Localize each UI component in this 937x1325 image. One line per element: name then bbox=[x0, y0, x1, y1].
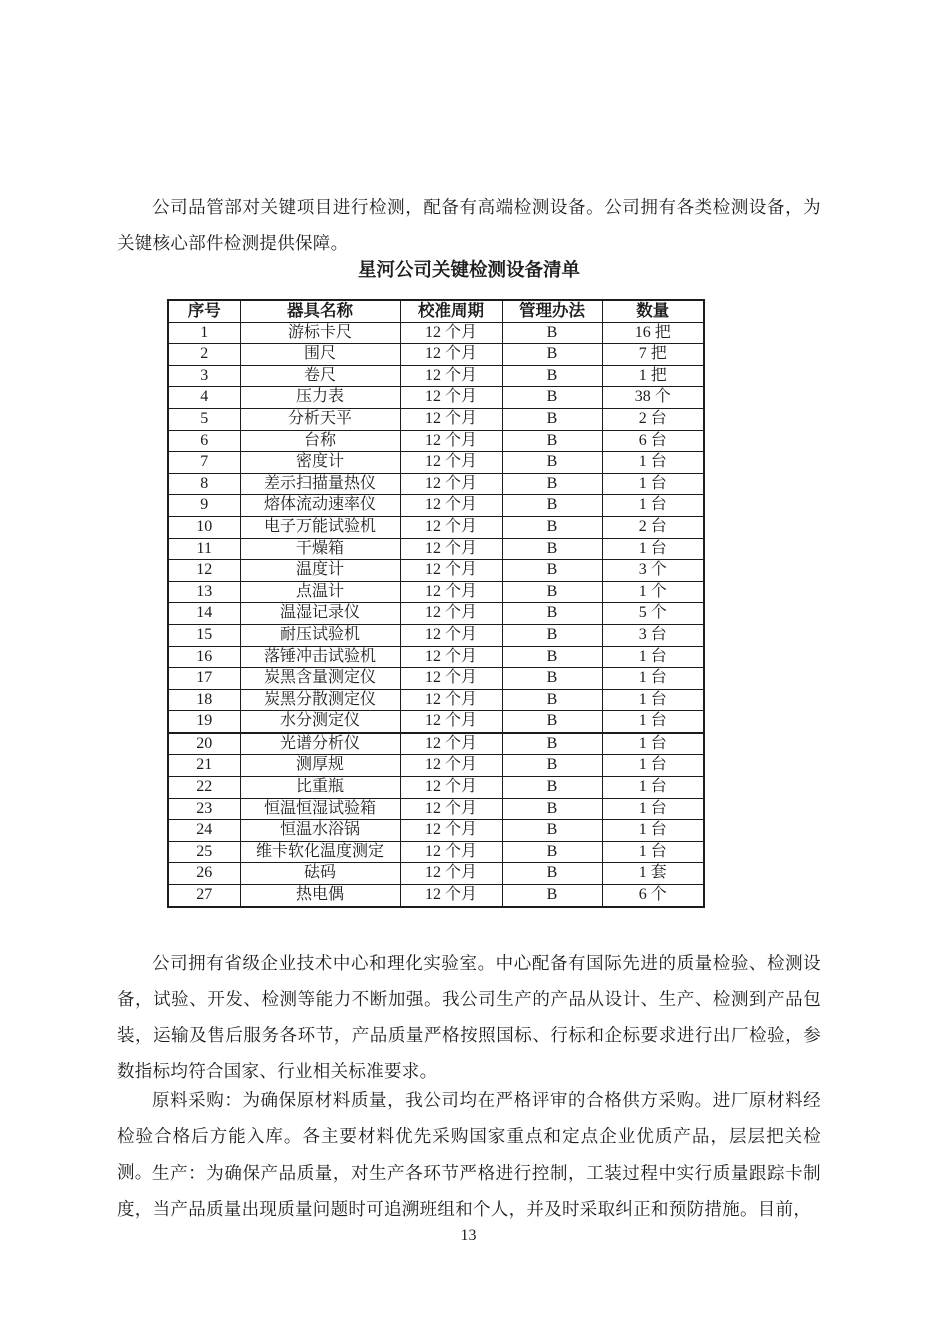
cell-period: 12 个月 bbox=[400, 452, 502, 474]
cell-index: 1 bbox=[168, 322, 240, 344]
cell-name: 恒温恒湿试验箱 bbox=[240, 798, 400, 820]
cell-period: 12 个月 bbox=[400, 668, 502, 690]
cell-index: 2 bbox=[168, 344, 240, 366]
cell-name: 干燥箱 bbox=[240, 538, 400, 560]
cell-name: 恒温水浴锅 bbox=[240, 820, 400, 842]
table-row bbox=[168, 495, 704, 517]
cell-name: 测厚规 bbox=[240, 755, 400, 777]
table-row bbox=[168, 711, 704, 733]
table-row bbox=[168, 798, 704, 820]
cell-method: B bbox=[502, 777, 602, 799]
cell-quantity: 6 台 bbox=[602, 430, 704, 452]
cell-quantity: 3 台 bbox=[602, 624, 704, 646]
cell-index: 3 bbox=[168, 365, 240, 387]
table-row bbox=[168, 820, 704, 842]
header-cell-index: 序号 bbox=[168, 300, 240, 322]
cell-period: 12 个月 bbox=[400, 495, 502, 517]
cell-period: 12 个月 bbox=[400, 646, 502, 668]
cell-period: 12 个月 bbox=[400, 344, 502, 366]
table-row bbox=[168, 408, 704, 430]
cell-index: 10 bbox=[168, 516, 240, 538]
table-row bbox=[168, 603, 704, 625]
cell-index: 16 bbox=[168, 646, 240, 668]
table-row bbox=[168, 473, 704, 495]
cell-index: 27 bbox=[168, 885, 240, 907]
cell-quantity: 1 台 bbox=[602, 473, 704, 495]
cell-name: 热电偶 bbox=[240, 885, 400, 907]
cell-method: B bbox=[502, 495, 602, 517]
cell-method: B bbox=[502, 408, 602, 430]
header-cell-period: 校准周期 bbox=[400, 300, 502, 322]
cell-method: B bbox=[502, 581, 602, 603]
cell-period: 12 个月 bbox=[400, 689, 502, 711]
cell-method: B bbox=[502, 387, 602, 409]
cell-name: 压力表 bbox=[240, 387, 400, 409]
cell-name: 围尺 bbox=[240, 344, 400, 366]
cell-quantity: 1 把 bbox=[602, 365, 704, 387]
cell-index: 14 bbox=[168, 603, 240, 625]
cell-period: 12 个月 bbox=[400, 603, 502, 625]
cell-method: B bbox=[502, 365, 602, 387]
cell-method: B bbox=[502, 344, 602, 366]
cell-quantity: 1 台 bbox=[602, 841, 704, 863]
cell-method: B bbox=[502, 430, 602, 452]
paragraph-production: 生产：为确保产品质量，对生产各环节严格进行控制，工装过程中实行质量跟踪卡制度，当产品质量出现质量问题时可追溯班组和个人，并及时采取纠正和预防措施。目前， bbox=[117, 1163, 821, 1219]
cell-quantity: 1 台 bbox=[602, 538, 704, 560]
cell-method: B bbox=[502, 689, 602, 711]
cell-index: 13 bbox=[168, 581, 240, 603]
cell-name: 游标卡尺 bbox=[240, 322, 400, 344]
cell-index: 24 bbox=[168, 820, 240, 842]
cell-index: 19 bbox=[168, 711, 240, 733]
cell-method: B bbox=[502, 473, 602, 495]
cell-method: B bbox=[502, 538, 602, 560]
cell-period: 12 个月 bbox=[400, 820, 502, 842]
cell-name: 温度计 bbox=[240, 560, 400, 582]
table-row bbox=[168, 755, 704, 777]
cell-index: 7 bbox=[168, 452, 240, 474]
paragraph-quality-center: 公司拥有省级企业技术中心和理化实验室。中心配备有国际先进的质量检验、检测设备，试验、开发、检测等能力不断加强。我公司生产的产品从设计、生产、检测到产品包装，运输及售后服务各环节，产品质量严格按照国标、行标和企标要求进行出厂检验，参数指标均符合国家、行业相关标准要求。 bbox=[117, 953, 821, 1081]
cell-method: B bbox=[502, 603, 602, 625]
cell-period: 12 个月 bbox=[400, 408, 502, 430]
cell-index: 11 bbox=[168, 538, 240, 560]
cell-method: B bbox=[502, 322, 602, 344]
table-row bbox=[168, 538, 704, 560]
header-cell-name: 器具名称 bbox=[240, 300, 400, 322]
cell-quantity: 1 个 bbox=[602, 581, 704, 603]
cell-period: 12 个月 bbox=[400, 841, 502, 863]
cell-index: 26 bbox=[168, 863, 240, 885]
cell-name: 密度计 bbox=[240, 452, 400, 474]
cell-quantity: 2 台 bbox=[602, 408, 704, 430]
cell-quantity: 1 台 bbox=[602, 777, 704, 799]
cell-name: 分析天平 bbox=[240, 408, 400, 430]
cell-method: B bbox=[502, 452, 602, 474]
cell-quantity: 1 台 bbox=[602, 668, 704, 690]
cell-name: 耐压试验机 bbox=[240, 624, 400, 646]
cell-name: 砝码 bbox=[240, 863, 400, 885]
table-row bbox=[168, 516, 704, 538]
cell-index: 23 bbox=[168, 798, 240, 820]
table-row bbox=[168, 689, 704, 711]
cell-period: 12 个月 bbox=[400, 798, 502, 820]
cell-period: 12 个月 bbox=[400, 538, 502, 560]
cell-quantity: 1 台 bbox=[602, 733, 704, 755]
cell-quantity: 16 把 bbox=[602, 322, 704, 344]
cell-name: 温湿记录仪 bbox=[240, 603, 400, 625]
cell-name: 熔体流动速率仪 bbox=[240, 495, 400, 517]
cell-period: 12 个月 bbox=[400, 581, 502, 603]
cell-index: 22 bbox=[168, 777, 240, 799]
cell-period: 12 个月 bbox=[400, 560, 502, 582]
table-row bbox=[168, 624, 704, 646]
cell-method: B bbox=[502, 646, 602, 668]
cell-index: 25 bbox=[168, 841, 240, 863]
cell-method: B bbox=[502, 711, 602, 733]
cell-quantity: 3 个 bbox=[602, 560, 704, 582]
cell-method: B bbox=[502, 820, 602, 842]
table-row bbox=[168, 430, 704, 452]
cell-period: 12 个月 bbox=[400, 516, 502, 538]
page-number: 13 bbox=[460, 1227, 477, 1244]
table-row bbox=[168, 646, 704, 668]
cell-quantity: 1 台 bbox=[602, 820, 704, 842]
table-row bbox=[168, 885, 704, 907]
table-row bbox=[168, 322, 704, 344]
cell-index: 6 bbox=[168, 430, 240, 452]
cell-name: 比重瓶 bbox=[240, 777, 400, 799]
cell-index: 12 bbox=[168, 560, 240, 582]
table-row bbox=[168, 668, 704, 690]
cell-quantity: 6 个 bbox=[602, 885, 704, 907]
cell-name: 炭黑含量测定仪 bbox=[240, 668, 400, 690]
cell-period: 12 个月 bbox=[400, 387, 502, 409]
cell-index: 20 bbox=[168, 733, 240, 755]
cell-period: 12 个月 bbox=[400, 430, 502, 452]
cell-method: B bbox=[502, 863, 602, 885]
cell-method: B bbox=[502, 885, 602, 907]
cell-period: 12 个月 bbox=[400, 733, 502, 755]
cell-method: B bbox=[502, 560, 602, 582]
cell-period: 12 个月 bbox=[400, 755, 502, 777]
cell-quantity: 1 台 bbox=[602, 452, 704, 474]
cell-name: 炭黑分散测定仪 bbox=[240, 689, 400, 711]
cell-period: 12 个月 bbox=[400, 365, 502, 387]
cell-quantity: 7 把 bbox=[602, 344, 704, 366]
cell-index: 8 bbox=[168, 473, 240, 495]
cell-quantity: 1 台 bbox=[602, 755, 704, 777]
cell-name: 卷尺 bbox=[240, 365, 400, 387]
cell-quantity: 1 台 bbox=[602, 711, 704, 733]
cell-period: 12 个月 bbox=[400, 473, 502, 495]
header-cell-quantity: 数量 bbox=[602, 300, 704, 322]
cell-index: 21 bbox=[168, 755, 240, 777]
cell-method: B bbox=[502, 516, 602, 538]
cell-index: 18 bbox=[168, 689, 240, 711]
equipment-table bbox=[167, 299, 705, 908]
paragraph-raw-material: 原料采购：为确保原材料质量，我公司均在严格评审的合格供方采购。进厂原材料经检验合格后方能入库。各主要材料优先采购国家重点和定点企业优质产品，层层把关检测。 bbox=[117, 1090, 821, 1182]
cell-quantity: 5 个 bbox=[602, 603, 704, 625]
cell-method: B bbox=[502, 755, 602, 777]
cell-index: 5 bbox=[168, 408, 240, 430]
paragraph-intro: 公司品管部对关键项目进行检测，配备有高端检测设备。公司拥有各类检测设备，为关键核心部件检测提供保障。 bbox=[117, 197, 821, 253]
cell-name: 光谱分析仪 bbox=[240, 733, 400, 755]
cell-period: 12 个月 bbox=[400, 885, 502, 907]
cell-name: 水分测定仪 bbox=[240, 711, 400, 733]
cell-index: 15 bbox=[168, 624, 240, 646]
cell-name: 维卡软化温度测定 bbox=[240, 841, 400, 863]
cell-method: B bbox=[502, 624, 602, 646]
cell-index: 17 bbox=[168, 668, 240, 690]
cell-name: 台称 bbox=[240, 430, 400, 452]
table-row bbox=[168, 365, 704, 387]
cell-period: 12 个月 bbox=[400, 711, 502, 733]
cell-name: 点温计 bbox=[240, 581, 400, 603]
cell-quantity: 1 套 bbox=[602, 863, 704, 885]
table-header-row bbox=[168, 300, 704, 322]
table-title: 星河公司关键检测设备清单 bbox=[357, 261, 580, 281]
table-row bbox=[168, 387, 704, 409]
cell-name: 差示扫描量热仪 bbox=[240, 473, 400, 495]
cell-name: 落锤冲击试验机 bbox=[240, 646, 400, 668]
header-cell-method: 管理办法 bbox=[502, 300, 602, 322]
cell-method: B bbox=[502, 668, 602, 690]
cell-quantity: 1 台 bbox=[602, 689, 704, 711]
cell-quantity: 1 台 bbox=[602, 495, 704, 517]
table-row bbox=[168, 863, 704, 885]
cell-period: 12 个月 bbox=[400, 777, 502, 799]
cell-period: 12 个月 bbox=[400, 624, 502, 646]
cell-index: 4 bbox=[168, 387, 240, 409]
cell-period: 12 个月 bbox=[400, 322, 502, 344]
table-row bbox=[168, 560, 704, 582]
table-row bbox=[168, 344, 704, 366]
cell-quantity: 2 台 bbox=[602, 516, 704, 538]
table-row bbox=[168, 733, 704, 755]
cell-quantity: 1 台 bbox=[602, 646, 704, 668]
cell-method: B bbox=[502, 841, 602, 863]
table-row bbox=[168, 581, 704, 603]
table-row bbox=[168, 452, 704, 474]
cell-method: B bbox=[502, 798, 602, 820]
cell-period: 12 个月 bbox=[400, 863, 502, 885]
table-row bbox=[168, 841, 704, 863]
cell-quantity: 1 台 bbox=[602, 798, 704, 820]
cell-index: 9 bbox=[168, 495, 240, 517]
table-row bbox=[168, 777, 704, 799]
cell-quantity: 38 个 bbox=[602, 387, 704, 409]
cell-name: 电子万能试验机 bbox=[240, 516, 400, 538]
cell-method: B bbox=[502, 733, 602, 755]
